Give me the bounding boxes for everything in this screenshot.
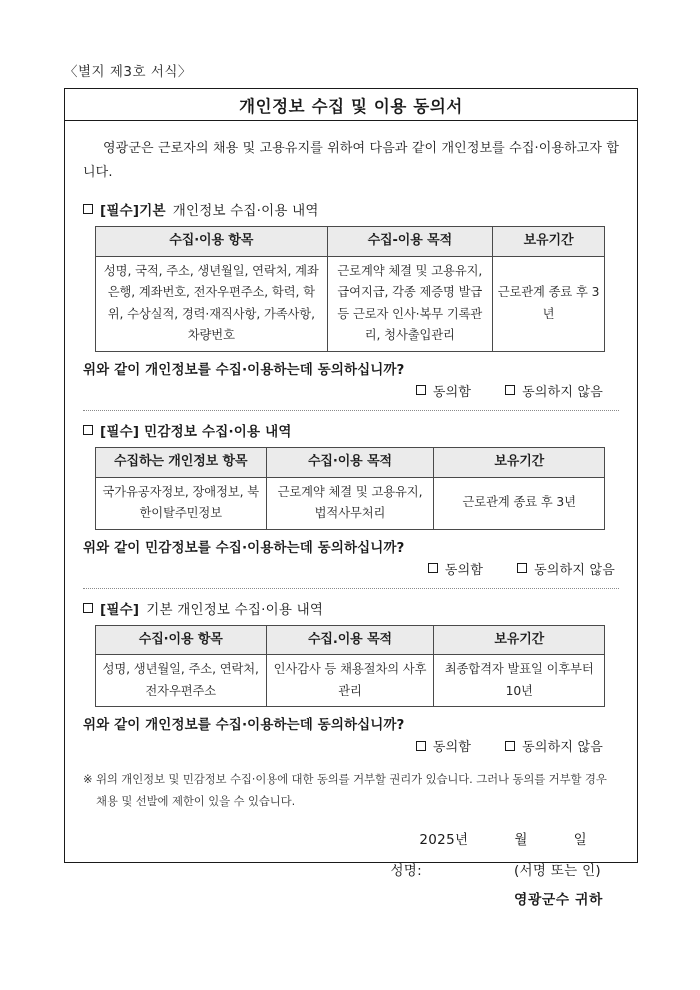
date-line bbox=[81, 828, 587, 848]
cell-retention: 근로관계 종료 후 3년 bbox=[434, 477, 605, 529]
signature-line bbox=[81, 859, 601, 879]
table-basic-required bbox=[95, 226, 605, 352]
column-header-items: 수집·이용 항목 bbox=[96, 625, 267, 655]
table-header-row bbox=[96, 625, 605, 655]
section-heading-strong: [필수]기본 bbox=[100, 203, 166, 220]
empty-square-checkbox-icon[interactable] bbox=[416, 741, 426, 751]
footer-note-line-2: 채용 및 선발에 제한이 있을 수 있습니다. bbox=[96, 793, 296, 808]
section-heading-basic-recruitment bbox=[83, 598, 621, 618]
footer-note bbox=[83, 769, 617, 811]
column-header-purpose: 수집-이용 목적 bbox=[327, 227, 492, 257]
intro-paragraph: 영광군은 근로자의 채용 및 고용유지를 위하여 다음과 같이 개인정보를 수집·이용하고자 합니다. bbox=[83, 141, 619, 181]
name-field-label[interactable]: 성명: bbox=[390, 862, 422, 879]
page-title: 개인정보 수집 및 이용 동의서 bbox=[239, 96, 463, 116]
consent-question-2: 위와 같이 민감정보를 수집·이용하는데 동의하십니까? bbox=[83, 539, 405, 556]
cell-items: 국가유공자정보, 장애정보, 북한이탈주민정보 bbox=[96, 477, 267, 529]
cell-items: 성명, 국적, 주소, 생년월일, 연락처, 계좌은행, 계좌번호, 전자우편주소, 학력, 학위, 수상실적, 경력·재직사항, 가족사항, 차량번호 bbox=[96, 256, 328, 351]
column-header-purpose: 수집.이용 목적 bbox=[266, 625, 434, 655]
table-row bbox=[96, 477, 605, 529]
empty-square-checkbox-icon[interactable] bbox=[83, 603, 93, 613]
consent-disagree-label: 동의하지 않음 bbox=[534, 562, 615, 578]
consent-agree-option-2[interactable] bbox=[428, 559, 483, 578]
section-heading-rest: 기본 개인정보 수집·이용 내역 bbox=[146, 601, 324, 618]
cell-retention: 최종합격자 발표일 이후부터 10년 bbox=[434, 655, 605, 707]
column-header-retention: 보유기간 bbox=[493, 227, 605, 257]
consent-agree-label: 동의함 bbox=[432, 740, 472, 756]
empty-square-checkbox-icon[interactable] bbox=[517, 563, 527, 573]
consent-disagree-option-1[interactable] bbox=[505, 381, 603, 400]
table-header-row bbox=[96, 447, 605, 477]
table-header-row bbox=[96, 227, 605, 257]
empty-square-checkbox-icon[interactable] bbox=[505, 385, 515, 395]
empty-square-checkbox-icon[interactable] bbox=[416, 385, 426, 395]
consent-agree-option-3[interactable] bbox=[416, 736, 471, 755]
cell-purpose: 근로계약 체결 및 고용유지, 법적사무처리 bbox=[266, 477, 434, 529]
cell-purpose: 인사감사 등 채용절차의 사후관리 bbox=[266, 655, 434, 707]
column-header-retention: 보유기간 bbox=[434, 625, 605, 655]
cell-items: 성명, 생년월일, 주소, 연락처, 전자우편주소 bbox=[96, 655, 267, 707]
column-header-items: 수집하는 개인정보 항목 bbox=[96, 447, 267, 477]
column-header-items: 수집·이용 항목 bbox=[96, 227, 328, 257]
form-number-label: 〈별지 제3호 서식〉 bbox=[64, 64, 192, 80]
empty-square-checkbox-icon[interactable] bbox=[83, 204, 93, 214]
consent-agree-option-1[interactable] bbox=[416, 381, 471, 400]
section-divider bbox=[83, 410, 619, 411]
table-basic-recruitment bbox=[95, 625, 605, 708]
consent-form-sheet bbox=[64, 88, 638, 908]
consent-disagree-label: 동의하지 않음 bbox=[522, 740, 603, 756]
section-heading-basic-required bbox=[83, 199, 621, 219]
document-body bbox=[65, 121, 637, 908]
consent-options-1 bbox=[81, 381, 603, 400]
date-day: 일 bbox=[573, 831, 587, 848]
column-header-retention: 보유기간 bbox=[434, 447, 605, 477]
empty-square-checkbox-icon[interactable] bbox=[505, 741, 515, 751]
consent-disagree-label: 동의하지 않음 bbox=[522, 384, 603, 400]
signature-hint: (서명 또는 인) bbox=[513, 862, 601, 879]
table-sensitive-required bbox=[95, 447, 605, 530]
consent-question-3: 위와 같이 개인정보를 수집·이용하는데 동의하십니까? bbox=[83, 717, 405, 734]
section-heading-strong: [필수] bbox=[100, 601, 140, 618]
section-heading-strong: [필수] 민감정보 수집·이용 내역 bbox=[100, 423, 292, 440]
table-row bbox=[96, 655, 605, 707]
section-heading-sensitive-required bbox=[83, 420, 621, 440]
date-year: 2025년 bbox=[419, 831, 469, 848]
date-month: 월 bbox=[514, 831, 528, 848]
footer-note-line-1: ※ 위의 개인정보 및 민감정보 수집·이용에 대한 동의를 거부할 권리가 있습니다. 그러나 동의를 거부할 경우 bbox=[83, 772, 607, 787]
recipient-line: 영광군수 귀하 bbox=[514, 891, 603, 908]
consent-disagree-option-2[interactable] bbox=[517, 559, 615, 578]
consent-options-3 bbox=[81, 736, 603, 755]
consent-question-1: 위와 같이 개인정보를 수집·이용하는데 동의하십니까? bbox=[83, 361, 405, 378]
document-title-band bbox=[65, 89, 637, 121]
consent-options-2 bbox=[81, 559, 615, 578]
consent-agree-label: 동의함 bbox=[432, 384, 472, 400]
empty-square-checkbox-icon[interactable] bbox=[83, 425, 93, 435]
table-row bbox=[96, 256, 605, 351]
empty-square-checkbox-icon[interactable] bbox=[428, 563, 438, 573]
column-header-purpose: 수집·이용 목적 bbox=[266, 447, 434, 477]
section-heading-rest: 개인정보 수집·이용 내역 bbox=[172, 203, 319, 220]
consent-disagree-option-3[interactable] bbox=[505, 736, 603, 755]
cell-purpose: 근로계약 체결 및 고용유지, 급여지급, 각종 제증명 발급 등 근로자 인사·복무 기록관리, 청사출입관리 bbox=[327, 256, 492, 351]
cell-retention: 근로관계 종료 후 3년 bbox=[493, 256, 605, 351]
section-divider bbox=[83, 588, 619, 589]
consent-agree-label: 동의함 bbox=[444, 562, 484, 578]
